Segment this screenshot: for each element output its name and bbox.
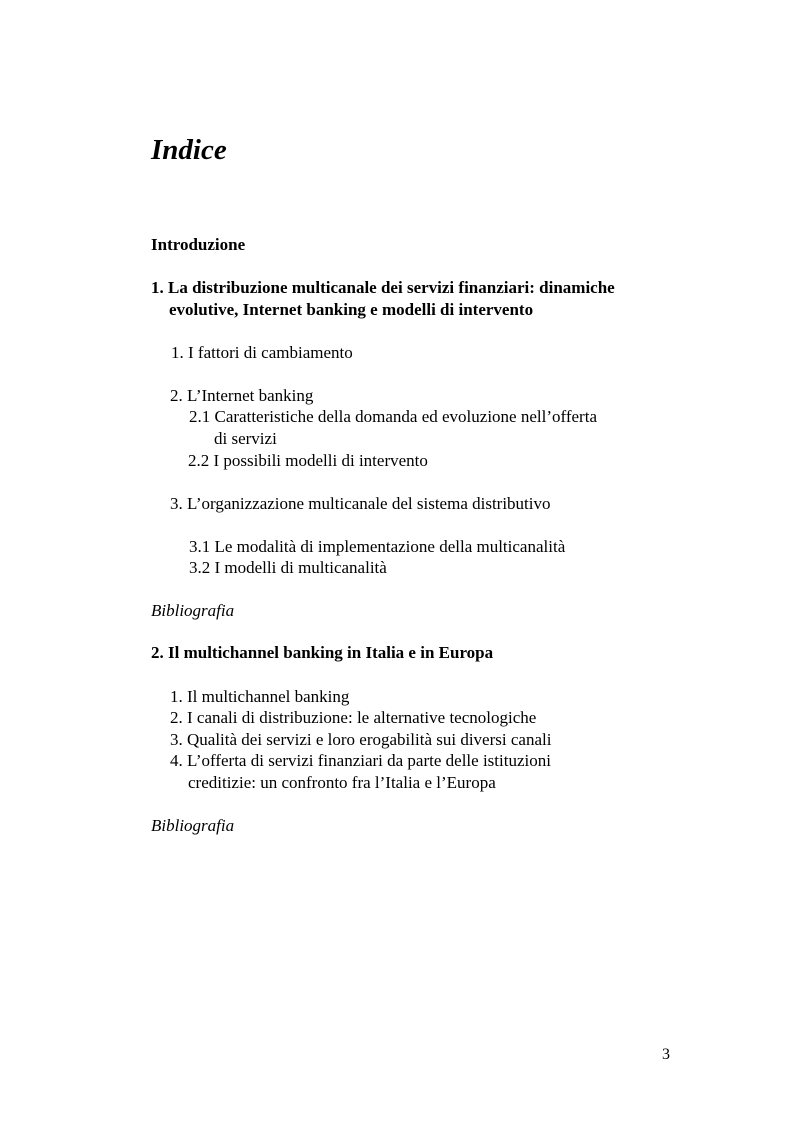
chapter-1-item-3-2: 3.2 I modelli di multicanalità (189, 558, 387, 577)
toc-introduction: Introduzione (151, 235, 246, 254)
chapter-2-item-1: 1. Il multichannel banking (170, 687, 350, 706)
chapter-1-item-2-2: 2.2 I possibili modelli di intervento (188, 451, 428, 470)
chapter-1-item-1: 1. I fattori di cambiamento (171, 343, 353, 362)
chapter-1-bibliography: Bibliografia (151, 601, 235, 620)
chapter-1-heading-line2: evolutive, Internet banking e modelli di intervento (169, 300, 534, 319)
chapter-2-item-3: 3. Qualità dei servizi e loro erogabilità sui diversi canali (170, 730, 552, 749)
page-number: 3 (662, 1046, 670, 1063)
chapter-1-item-2-1-line1: 2.1 Caratteristiche della domanda ed evoluzione nell’offerta (189, 407, 597, 426)
chapter-2-item-2: 2. I canali di distribuzione: le alternative tecnologiche (170, 708, 537, 727)
chapter-1-heading-line1: 1. La distribuzione multicanale dei servizi finanziari: dinamiche (151, 278, 615, 297)
chapter-1-item-3-1: 3.1 Le modalità di implementazione della multicanalità (189, 537, 566, 556)
chapter-1-item-2-1-line2: di servizi (214, 429, 277, 448)
chapter-2-item-4-line2: creditizie: un confronto fra l’Italia e l’Europa (188, 773, 496, 792)
chapter-2-heading: 2. Il multichannel banking in Italia e in Europa (151, 643, 494, 662)
chapter-2-item-4-line1: 4. L’offerta di servizi finanziari da parte delle istituzioni (170, 751, 551, 770)
chapter-2-bibliography: Bibliografia (151, 816, 235, 835)
chapter-1-item-3: 3. L’organizzazione multicanale del sistema distributivo (170, 494, 551, 513)
page-title: Indice (151, 134, 227, 166)
chapter-1-item-2: 2. L’Internet banking (170, 386, 314, 405)
